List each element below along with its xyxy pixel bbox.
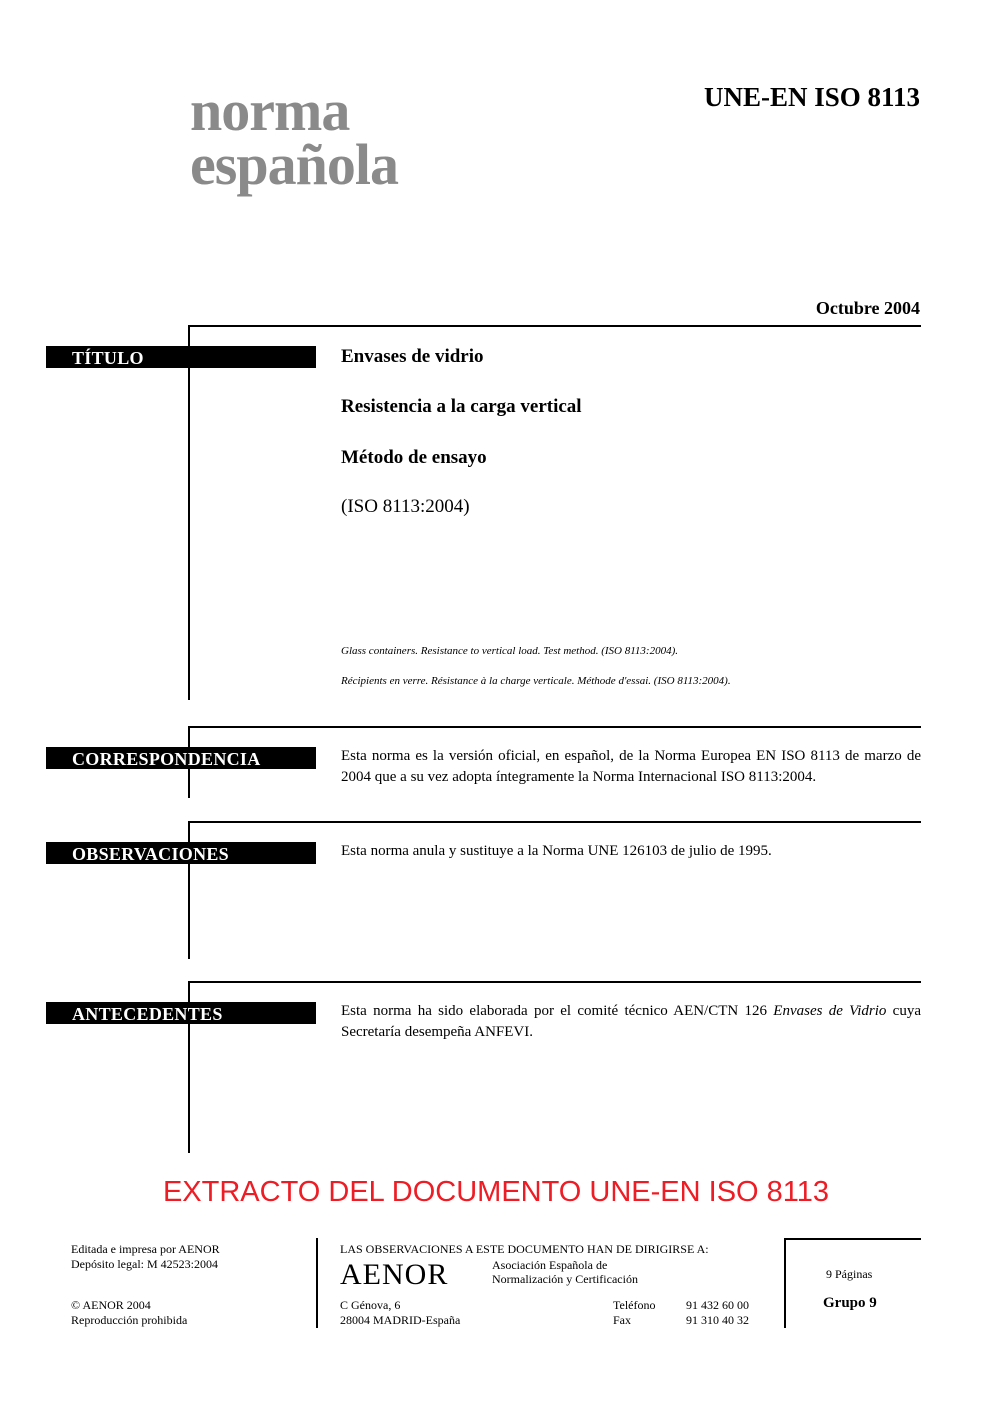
antecedentes-text-after: cuya Secretaría desempeña ANFEVI.	[341, 1003, 921, 1040]
footer-publisher-info	[71, 1242, 220, 1272]
phone-value: 91 432 60 00	[686, 1298, 749, 1312]
brand-line-1: norma	[190, 78, 350, 143]
observaciones-text: Esta norma anula y sustituye a la Norma UNE 126103 de julio de 1995.	[341, 843, 772, 859]
standard-code: UNE-EN ISO 8113	[703, 82, 920, 112]
phone-label: Teléfono	[613, 1298, 656, 1312]
extract-notice: EXTRACTO DEL DOCUMENTO UNE-EN ISO 8113	[162, 1176, 830, 1208]
section-divider	[188, 981, 921, 983]
antecedentes-text	[341, 1001, 921, 1043]
brand-title	[190, 78, 398, 197]
group-box-left	[784, 1238, 786, 1328]
contact-values	[686, 1298, 749, 1328]
title-line-2: Resistencia a la carga vertical	[341, 396, 582, 417]
section-label-antecedentes: ANTECEDENTES	[46, 1002, 316, 1024]
aenor-full-name	[492, 1258, 638, 1286]
group-box-top	[784, 1238, 921, 1240]
aenor-name-line-2: Normalización y Certificación	[492, 1272, 638, 1286]
antecedentes-committee-name: Envases de Vidrio	[773, 1003, 887, 1019]
publication-date: Octubre 2004	[815, 298, 920, 318]
edited-by: Editada e impresa por AENOR	[71, 1242, 220, 1256]
footer-divider	[316, 1238, 318, 1328]
section-label-observaciones: OBSERVACIONES	[46, 842, 316, 864]
price-group: Grupo 9	[823, 1295, 877, 1311]
legal-deposit: Depósito legal: M 42523:2004	[71, 1257, 218, 1271]
english-title: Glass containers. Resistance to vertical load. Test method. (ISO 8113:2004).	[341, 645, 678, 657]
address-line-2: 28004 MADRID-España	[340, 1313, 461, 1327]
observations-notice: LAS OBSERVACIONES A ESTE DOCUMENTO HAN DE DIRIGIRSE A:	[340, 1242, 709, 1256]
aenor-name-line-1: Asociación Española de	[492, 1258, 608, 1272]
footer-copyright-info	[71, 1298, 187, 1328]
section-label-correspondencia: CORRESPONDENCIA	[46, 747, 316, 769]
section-vertical-rule	[188, 325, 190, 700]
address-line-1: C Génova, 6	[340, 1298, 401, 1312]
copyright: © AENOR 2004	[71, 1298, 151, 1312]
fax-label: Fax	[613, 1313, 631, 1327]
iso-reference: (ISO 8113:2004)	[341, 496, 470, 517]
fax-value: 91 310 40 32	[686, 1313, 749, 1327]
contact-labels	[613, 1298, 655, 1328]
section-divider	[188, 325, 921, 327]
title-line-3: Método de ensayo	[341, 447, 487, 468]
aenor-address	[340, 1298, 460, 1328]
antecedentes-text-before: Esta norma ha sido elaborada por el comité técnico AEN/CTN 126	[341, 1003, 774, 1019]
correspondencia-text: Esta norma es la versión oficial, en español, de la Norma Europea EN ISO 8113 de marzo de 2004 que a su vez adopta íntegramente la Norma Internacional ISO 8113:2004.	[341, 748, 921, 785]
reproduction-notice: Reproducción prohibida	[71, 1313, 188, 1327]
brand-line-2: española	[190, 132, 398, 197]
aenor-logo: AENOR	[340, 1258, 449, 1291]
french-title: Récipients en verre. Résistance à la charge verticale. Méthode d'essai. (ISO 8113:2004).	[341, 675, 731, 687]
section-label-titulo: TÍTULO	[46, 346, 316, 368]
title-line-1: Envases de vidrio	[341, 346, 484, 367]
section-divider	[188, 821, 921, 823]
section-divider	[188, 726, 921, 728]
page-count: 9 Páginas	[826, 1267, 873, 1281]
